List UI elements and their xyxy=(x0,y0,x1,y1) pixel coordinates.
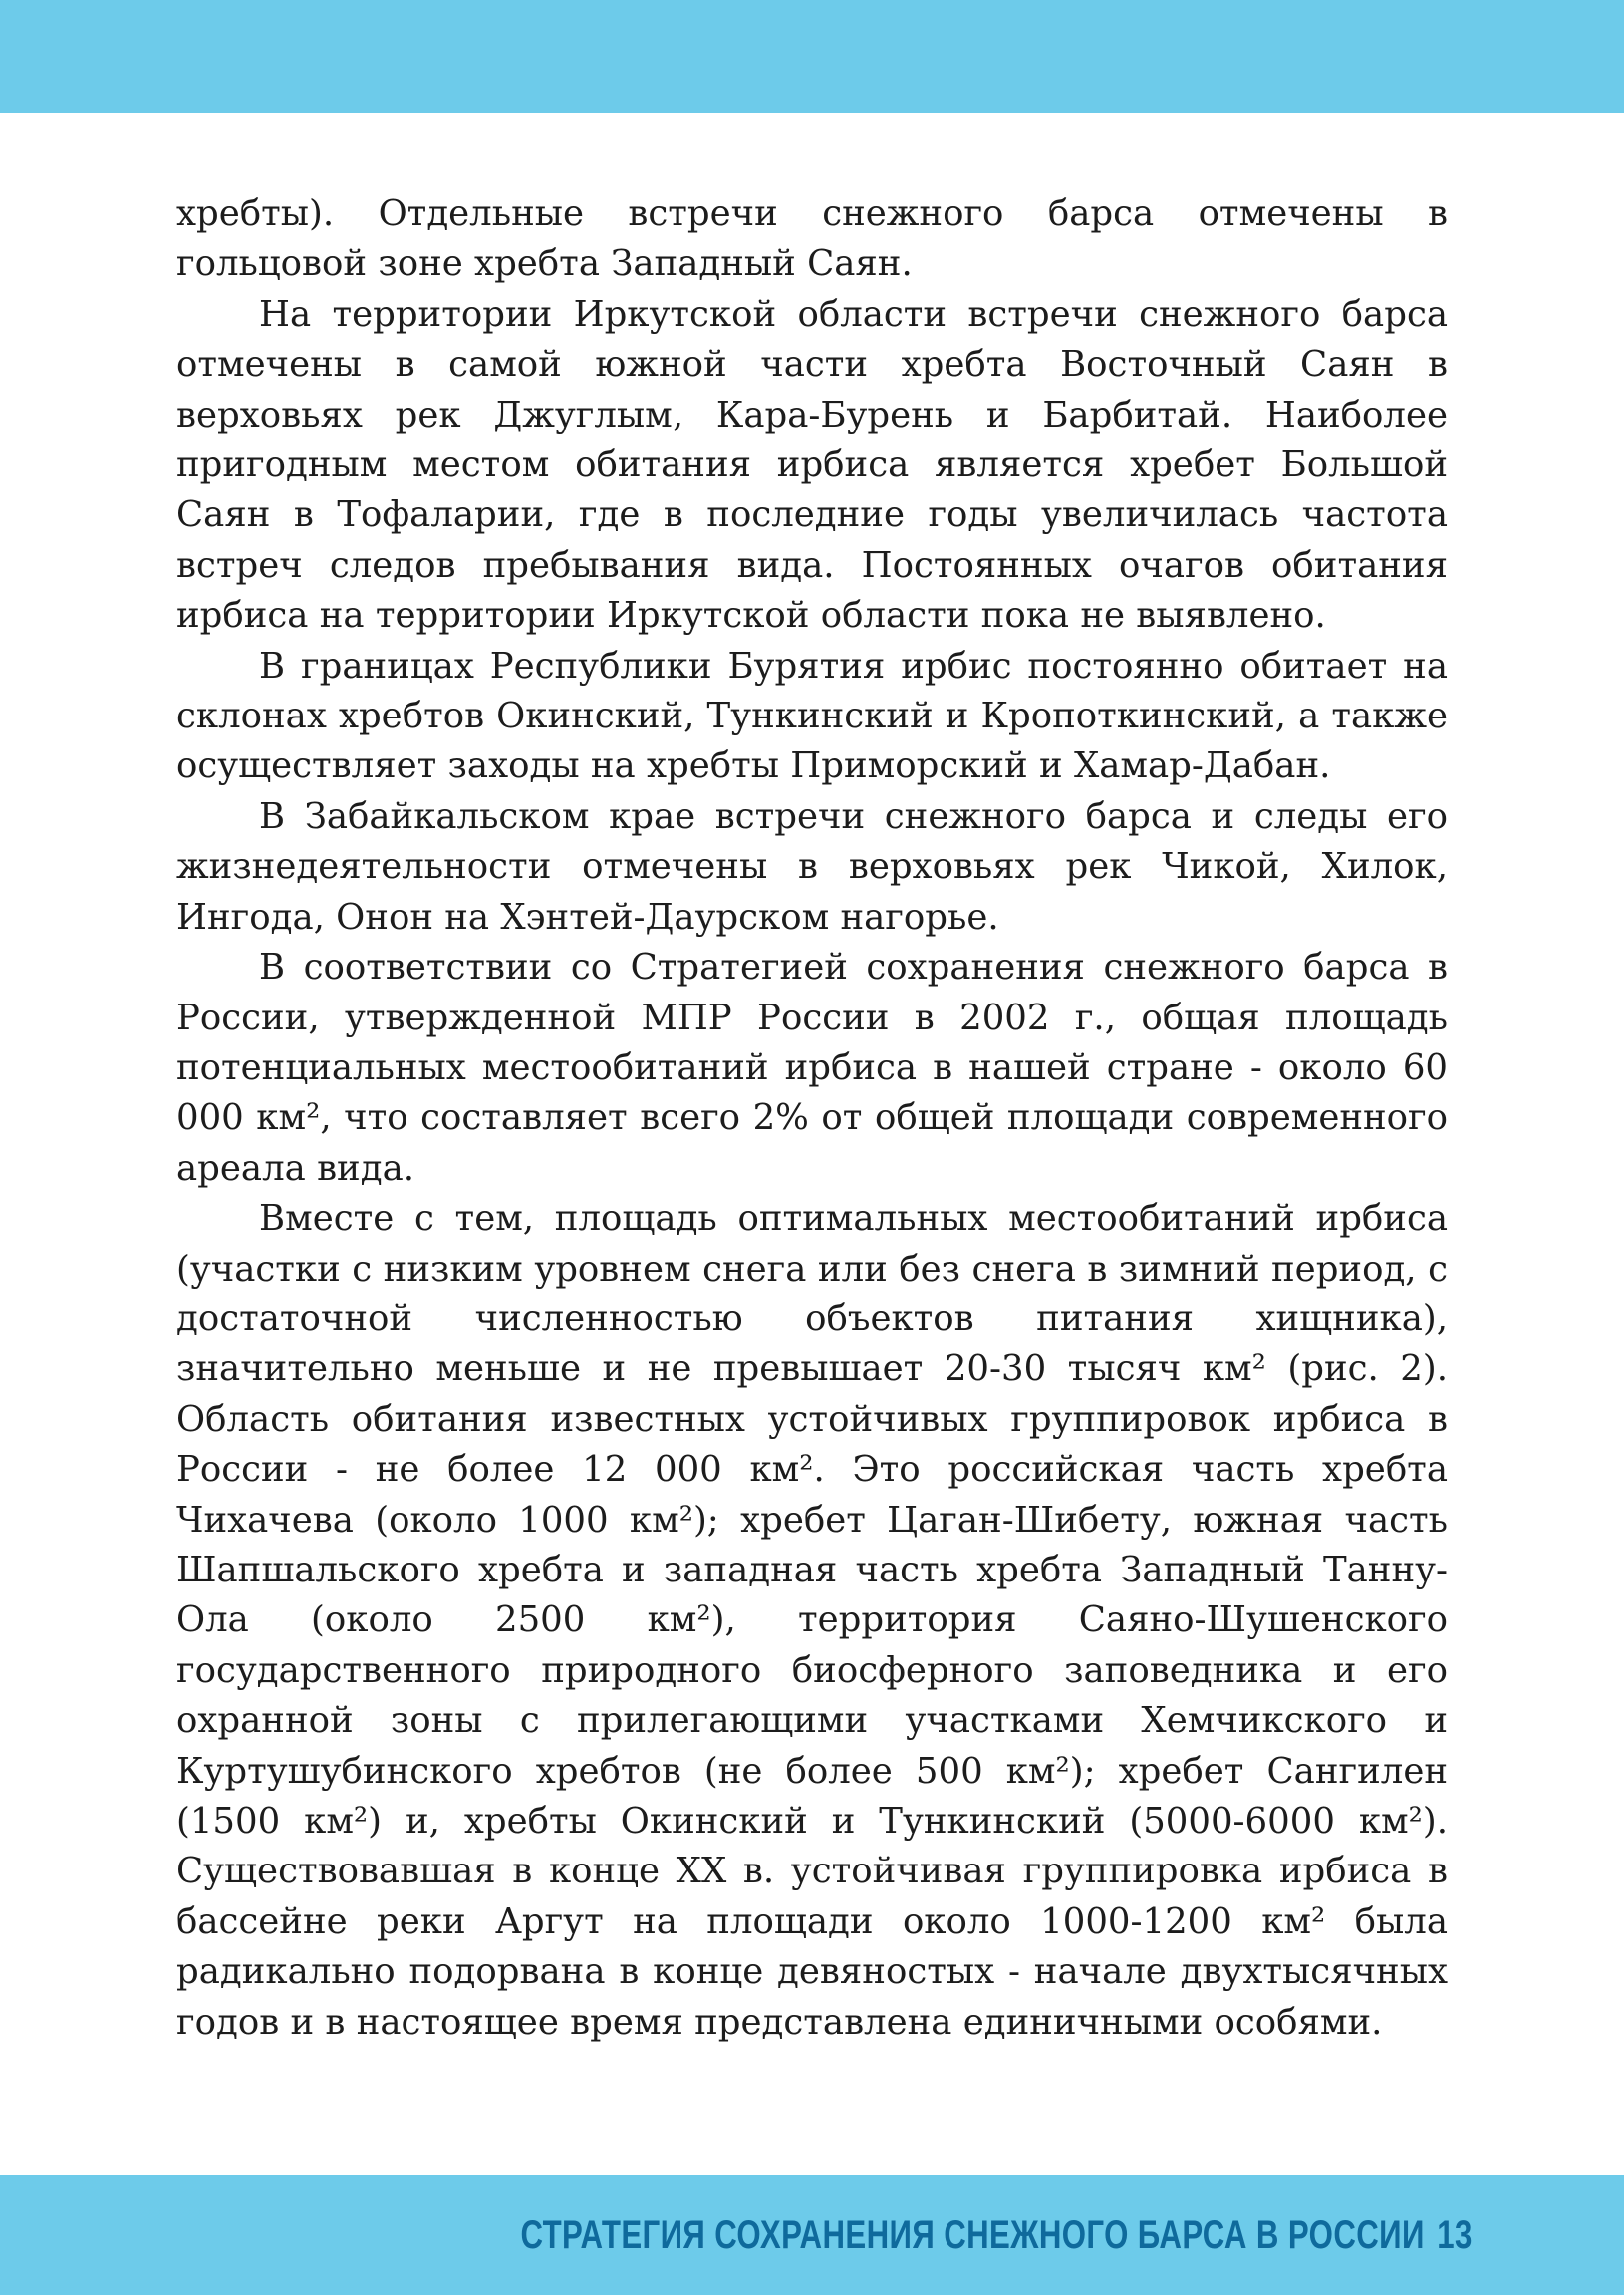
header-band xyxy=(0,0,1624,113)
paragraph-3: В границах Республики Бурятия ирбис постоянно обитает на склонах хребтов Окинский, Тункинский и Кропоткинский, а также осуществляет заходы на хребты Приморский и Хамар-Дабан. xyxy=(176,645,1448,787)
paragraph-2: На территории Иркутской области встречи снежного барса отмечены в самой южной части хребта Восточный Саян в верховьях рек Джуглым, Кара-Бурень и Барбитай. Наиболее пригодным местом обитания ирбиса является хребет Большой Саян в Тофаларии, где в последние годы увеличилась частота встреч следов пребывания вида. Постоянных очагов обитания ирбиса на территории Иркутской области пока не выявлено. xyxy=(176,293,1448,637)
footer-running-title xyxy=(521,2211,1473,2259)
footer-band xyxy=(0,2175,1624,2295)
paragraph-5: В соответствии со Стратегией сохранения снежного барса в России, утвержденной МПР России в 2002 г., общая площадь потенциальных местообитаний ирбиса в нашей стране - около 60 000 км², что составляет всего 2% от общей площади современного ареала вида. xyxy=(176,947,1448,1189)
page-number: 13 xyxy=(1437,2213,1473,2257)
paragraph-1: хребты). Отдельные встречи снежного барса отмечены в гольцовой зоне хребта Западный Саян. xyxy=(176,193,1448,285)
paragraph-4: В Забайкальском крае встречи снежного барса и следы его жизнедеятельности отмечены в верховьях рек Чикой, Хилок, Ингода, Онон на Хэнтей-Даурском нагорье. xyxy=(176,795,1448,938)
paragraph-6: Вместе с тем, площадь оптимальных местообитаний ирбиса (участки с низким уровнем снега или без снега в зимний период, с достаточной численностью объектов питания хищника), значительно меньше и не превышает 20-30 тысяч км² (рис. 2). Область обитания известных устойчивых группировок ирбиса в России - не более 12 000 км². Это российская часть хребта Чихачева (около 1000 км²); хребет Цаган-Шибету, южная часть Шапшальского хребта и западная часть хребта Западный Танну-Ола (около 2500 км²), территория Саяно-Шушенского государственного природного биосферного заповедника и его охранной зоны с прилегающими участками Хемчикского и Куртушубинского хребтов (не более 500 км²); хребет Сангилен (1500 км²) и, хребты Окинский и Тункинский (5000-6000 км²). Существовавшая в конце XX в. устойчивая группировка ирбиса в бассейне реки Аргут на площади около 1000-1200 км² была радикально подорвана в конце девяностых - начале двухтысячных годов и в настоящее время представлена единичными особями. xyxy=(176,1198,1448,2043)
footer-title-text: СТРАТЕГИЯ СОХРАНЕНИЯ СНЕЖНОГО БАРСА В РОССИИ xyxy=(520,2213,1426,2257)
body-text xyxy=(176,189,1448,2048)
